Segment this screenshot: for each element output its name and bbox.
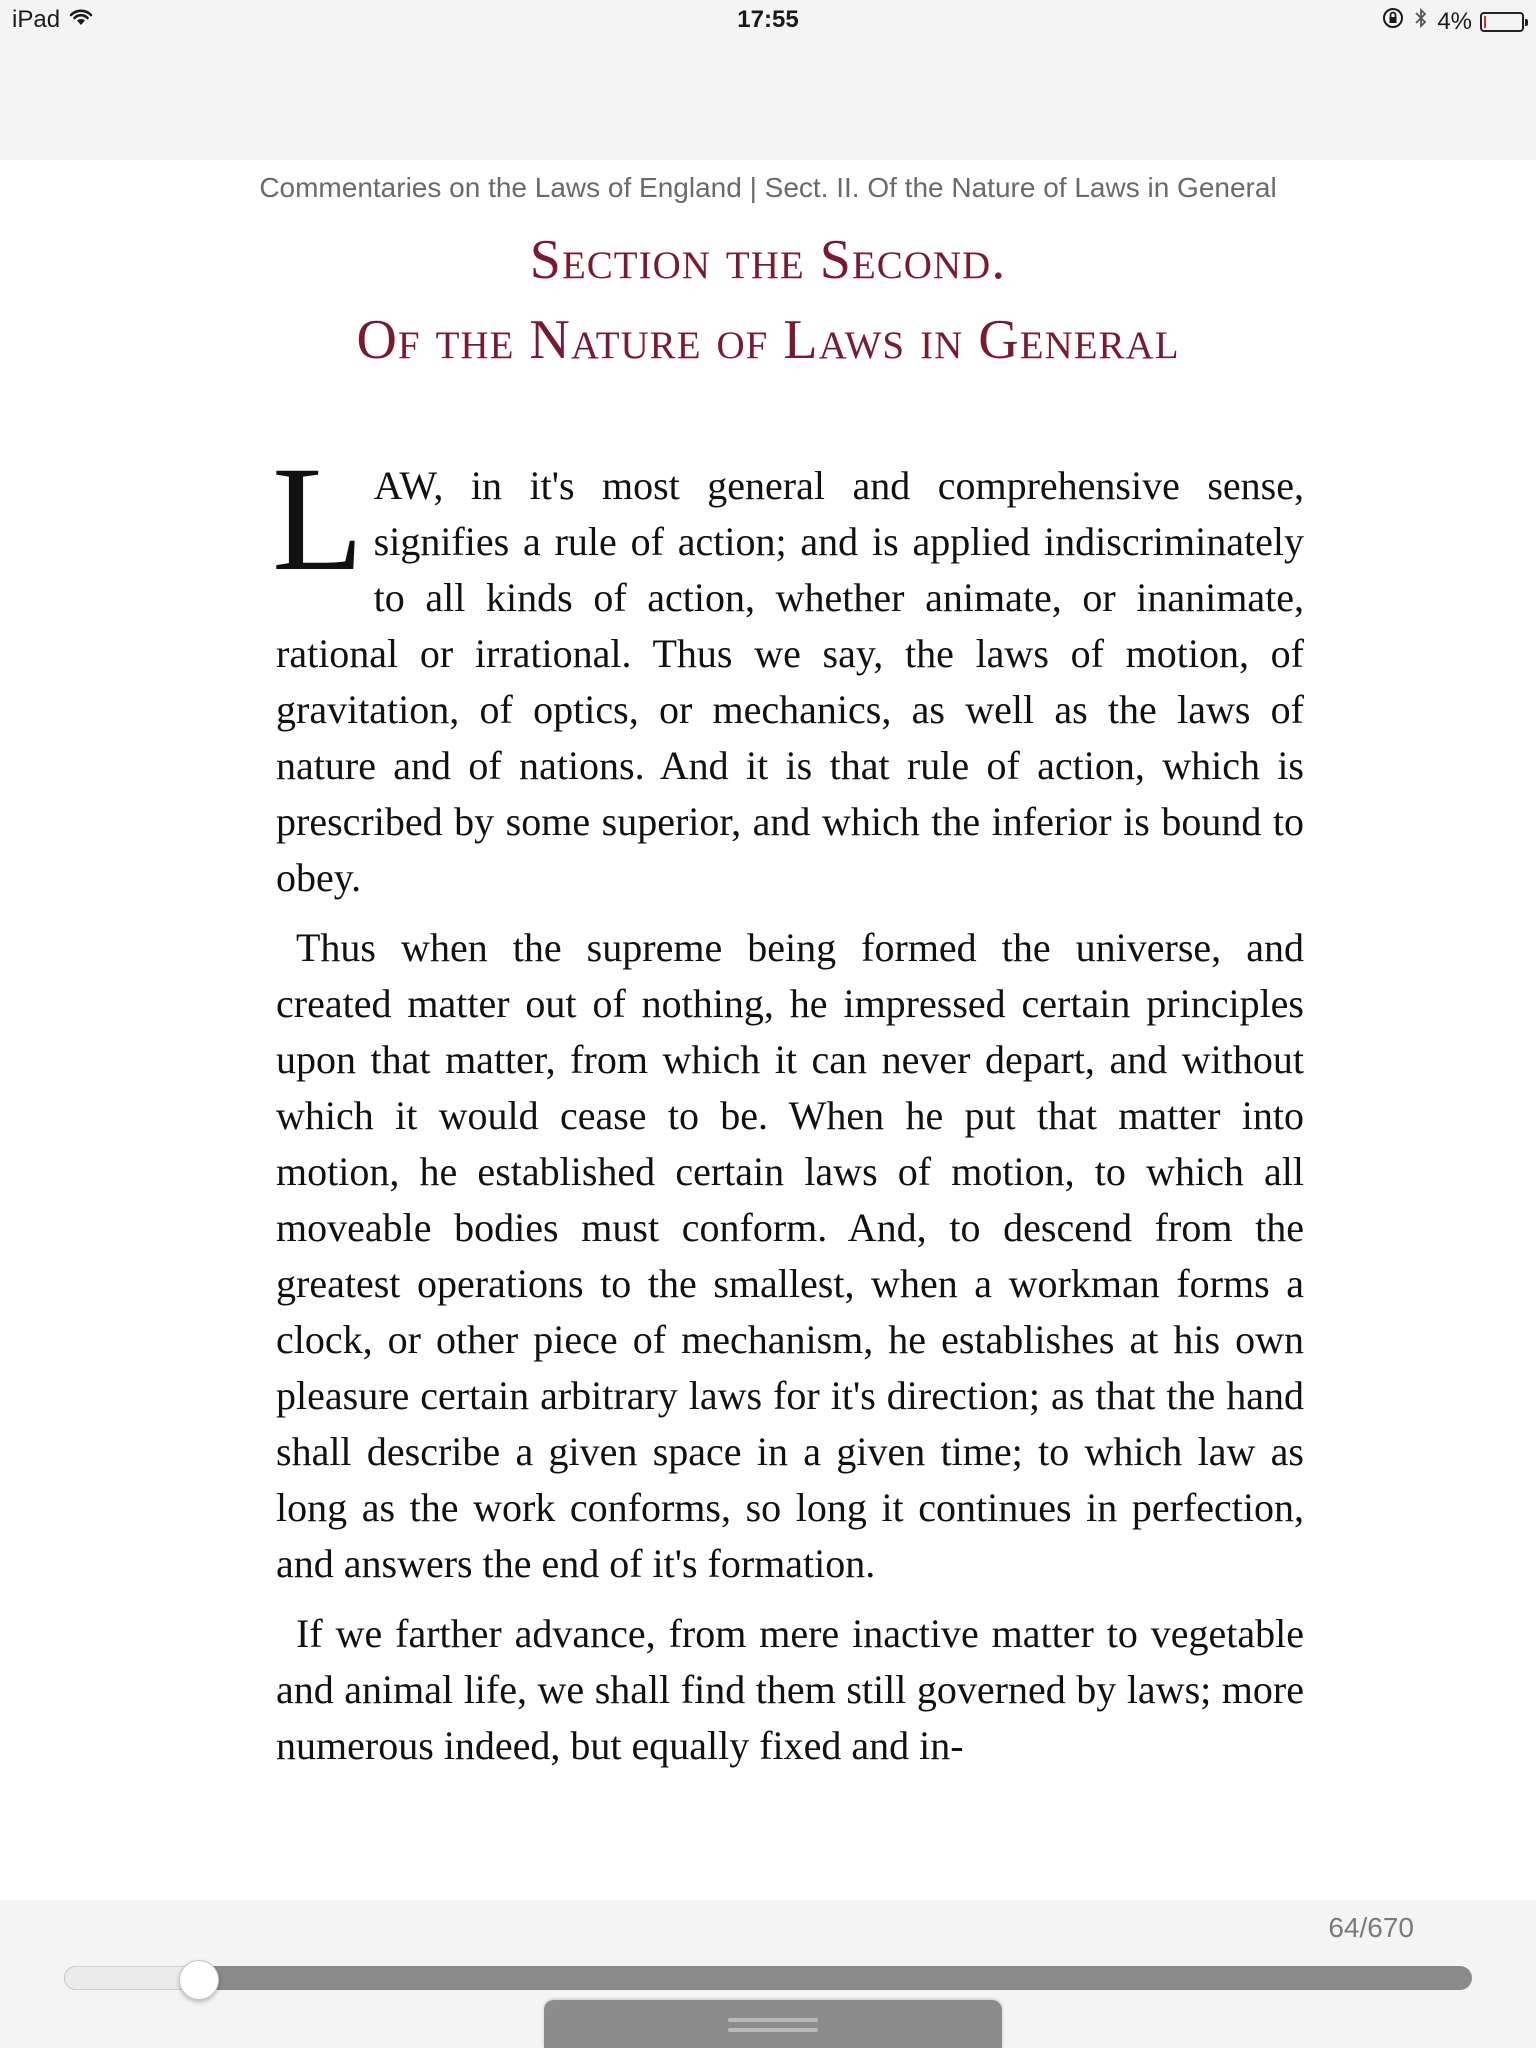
paragraph — [272, 436, 1304, 906]
top-toolbar — [0, 40, 1536, 160]
running-header: Commentaries on the Laws of England | Sect. II. Of the Nature of Laws in General — [259, 172, 1277, 203]
scrubber-progress — [64, 1966, 198, 1990]
section-subtitle: Of the Nature of Laws in General — [356, 309, 1180, 371]
page-indicator: 64/670 — [1328, 1912, 1414, 1943]
drawer-handle[interactable] — [544, 2000, 1002, 2048]
paragraph: Thus when the supreme being formed the universe, and created matter out of nothing, he impressed certain principles upon that matter, from which it can never depart, and without which it would cease to be. When he put that matter into motion, he established certain laws of motion, to which all moveable bodies must conform. And, to descend from the greatest operations to the smallest, when a workman forms a clock, or other piece of mechanism, he establishes at his own pleasure certain arbitrary laws for it's direction; as that the hand shall describe a given space in a given time; to which law as long as the work conforms, so long it continues in perfection, and answers the end of it's formation. — [276, 925, 1304, 1586]
chapter-body — [272, 436, 1304, 1788]
battery-percent: 4% — [1437, 7, 1472, 35]
status-time: 17:55 — [737, 6, 799, 33]
scrubber-thumb[interactable] — [179, 1960, 219, 2000]
battery-icon — [1480, 12, 1524, 32]
page-scrubber[interactable] — [64, 1966, 1472, 1990]
grip-icon — [728, 2018, 818, 2034]
battery-level — [1484, 16, 1486, 28]
drop-cap: L — [272, 436, 364, 602]
status-right — [1381, 6, 1524, 37]
section-title: Section the Second. — [529, 229, 1007, 291]
device-label: iPad — [12, 6, 61, 33]
reader-page[interactable] — [0, 160, 1536, 1900]
paragraph: If we farther advance, from mere inactive matter to vegetable and animal life, we shall find them still governed by laws; more numerous indeed, but equally fixed and in- — [276, 1611, 1304, 1768]
status-bar — [0, 0, 1536, 40]
bluetooth-icon — [1413, 6, 1429, 37]
paragraph-text: AW, in it's most general and comprehensive sense, signifies a rule of action; and is applied indiscriminately to all kinds of action, whether animate, or inanimate, rational or irrational. Thus we say, the laws of motion, of gravitation, of optics, or mechanics, as well as the laws of nature and of nations. And it is that rule of action, which is prescribed by some superior, and which the inferior is bound to obey. — [276, 463, 1304, 900]
orientation-lock-icon — [1381, 6, 1405, 37]
